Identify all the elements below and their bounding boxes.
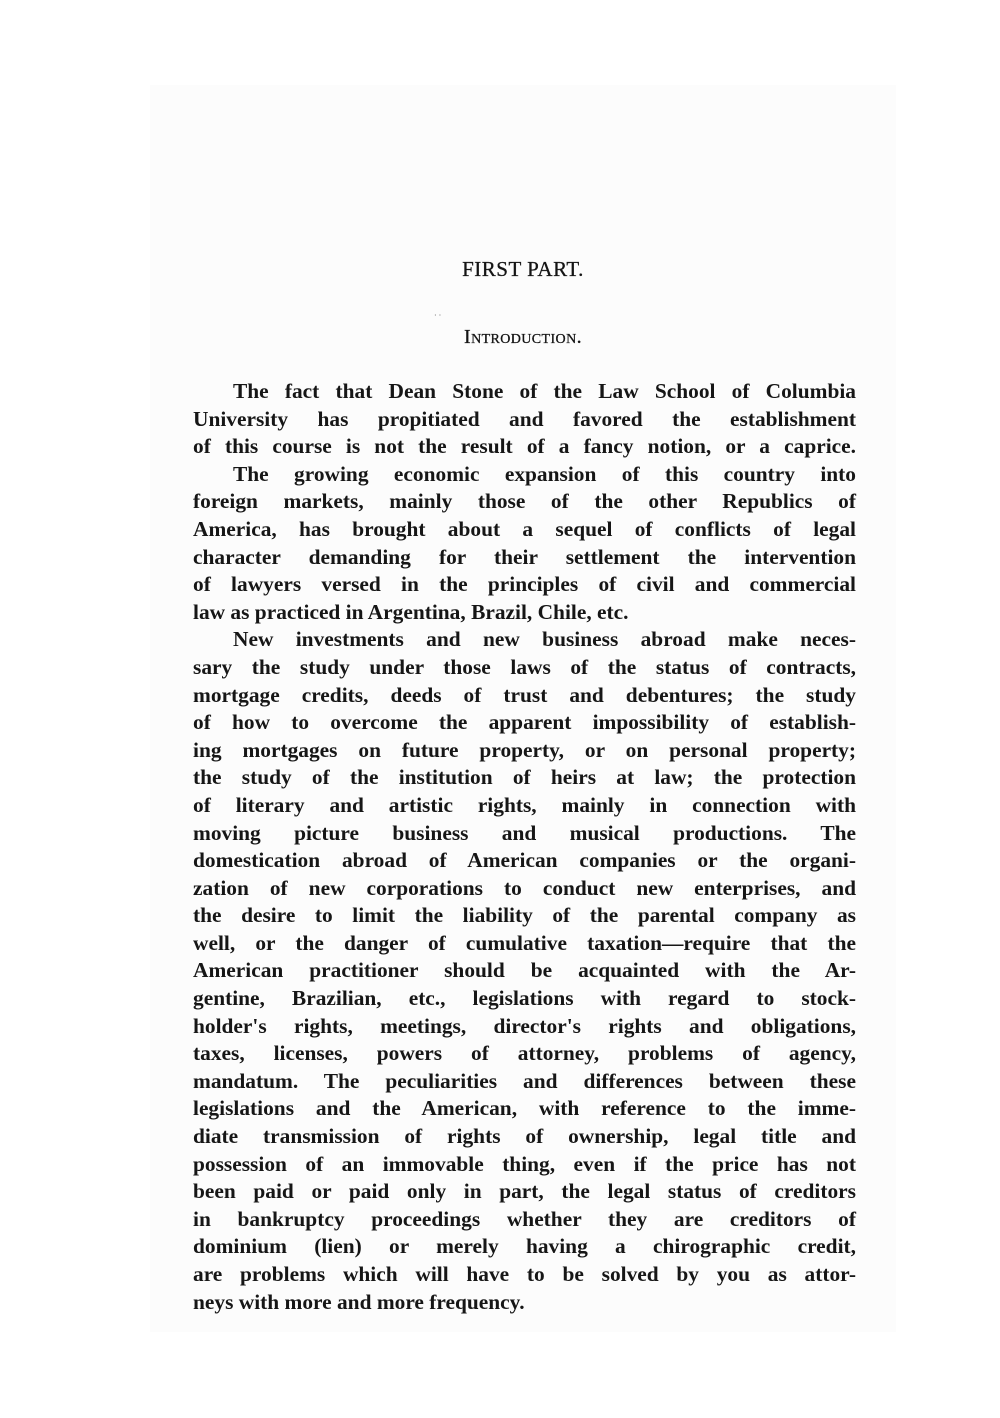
text-line: America, has brought about a sequel of conflicts of legal <box>193 516 856 541</box>
text-line: in bankruptcy proceedings whether they are creditors of <box>193 1206 856 1231</box>
text-line: diate transmission of rights of ownership, legal title and <box>193 1124 856 1149</box>
text-line: domestication abroad of American companies or the organi- <box>193 848 856 873</box>
text-line: dominium (lien) or merely having a chirographic credit, <box>193 1234 856 1259</box>
text-line: of this course is not the result of a fancy notion, or a caprice. <box>193 434 856 459</box>
text-line: taxes, licenses, powers of attorney, problems of agency, <box>193 1041 856 1066</box>
paragraph-1 <box>193 378 856 461</box>
text-line: American practitioner should be acquainted with the Ar- <box>193 958 856 983</box>
text-line: The fact that Dean Stone of the Law School of Columbia <box>233 379 856 403</box>
text-line: possession of an immovable thing, even if the price has not <box>193 1151 856 1176</box>
text-line: character demanding for their settlement the intervention <box>193 544 856 569</box>
text-line: mortgage credits, deeds of trust and debentures; the study <box>193 682 856 707</box>
text-line: are problems which will have to be solved by you as attor- <box>193 1262 856 1286</box>
section-title: Introduction. <box>464 326 582 348</box>
text-line: the desire to limit the liability of the parental company as <box>193 903 856 928</box>
text-line: ing mortgages on future property, or on personal property; <box>193 737 856 762</box>
text-line: well, or the danger of cumulative taxation—require that the <box>193 930 856 955</box>
text-line: legislations and the American, with reference to the imme- <box>193 1096 856 1121</box>
text-line: sary the study under those laws of the status of contracts, <box>193 654 856 679</box>
text-line: neys with more and more frequency. <box>193 1289 525 1314</box>
text-line: The growing economic expansion of this country into <box>233 461 856 486</box>
text-line: foreign markets, mainly those of the other Republics of <box>193 489 856 514</box>
stray-print-marks: · · <box>434 311 442 320</box>
text-line: University has propitiated and favored the establishment <box>193 406 856 431</box>
text-line: zation of new corporations to conduct new enterprises, and <box>193 875 856 900</box>
text-line: New investments and new business abroad make neces- <box>233 627 856 652</box>
text-line: of how to overcome the apparent impossibility of establish- <box>193 710 856 735</box>
text-line: moving picture business and musical productions. The <box>193 820 856 845</box>
text-line: of literary and artistic rights, mainly in connection with <box>193 792 856 817</box>
text-line: mandatum. The peculiarities and differences between these <box>193 1068 856 1093</box>
text-line: the study of the institution of heirs at law; the protection <box>193 765 856 790</box>
text-line: been paid or paid only in part, the legal status of creditors <box>193 1179 856 1204</box>
body-text <box>193 378 856 1316</box>
paragraph-3 <box>193 626 856 1316</box>
paragraph-2 <box>193 461 856 627</box>
part-title: FIRST PART. <box>462 257 584 281</box>
text-line: law as practiced in Argentina, Brazil, Chile, etc. <box>193 599 629 624</box>
text-line: gentine, Brazilian, etc., legislations with regard to stock- <box>193 986 856 1011</box>
text-line: of lawyers versed in the principles of civil and commercial <box>193 572 856 597</box>
text-line: holder's rights, meetings, director's rights and obligations, <box>193 1013 856 1038</box>
